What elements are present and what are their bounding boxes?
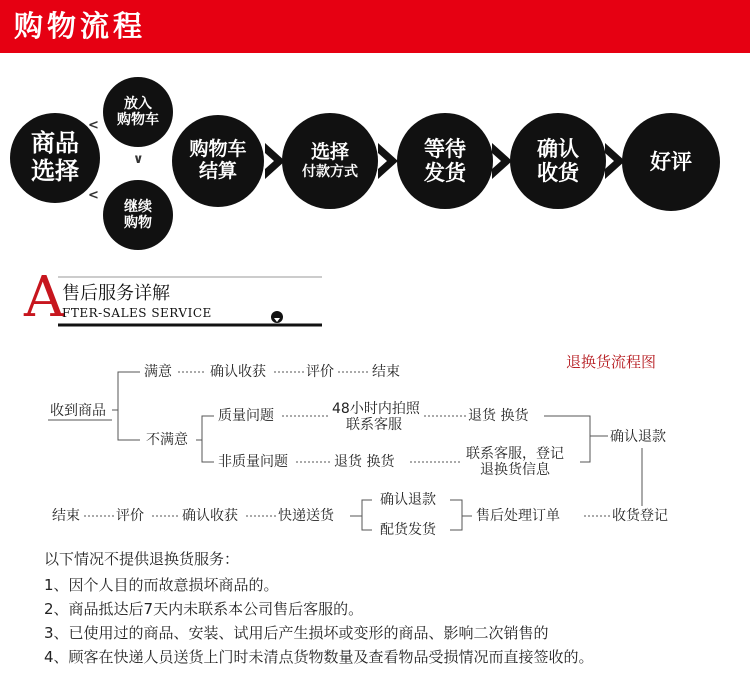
step-checkout-line2: 结算 xyxy=(198,160,237,182)
step-add-line2: 购物车 xyxy=(117,112,159,128)
node-contact-48h-line2: 联系客服 xyxy=(346,417,402,433)
policy-intro: 以下情况不提供退换货服务： xyxy=(44,550,240,568)
step-wait-line1: 等待 xyxy=(424,136,466,161)
step-confirm-line2: 收货 xyxy=(537,161,579,185)
step-review-line1: 好评 xyxy=(650,149,692,174)
node-received: 收到商品 xyxy=(50,403,106,419)
return-flow-title: 退换货流程图 xyxy=(566,353,657,371)
node-end-1: 结束 xyxy=(372,364,400,380)
step-continue-line1: 继续 xyxy=(124,198,152,215)
step-payment-line2: 付款方式 xyxy=(302,163,358,180)
node-satisfied: 满意 xyxy=(144,364,172,380)
node-end-2: 结束 xyxy=(52,508,80,524)
node-confirm-receipt-1: 确认收获 xyxy=(210,364,266,380)
node-return-exchange-1: 退货 换货 xyxy=(468,408,529,424)
page-title: 购物流程 xyxy=(14,9,147,43)
step-checkout-line1: 购物车 xyxy=(189,138,247,161)
step-select-line2: 选择 xyxy=(31,157,79,185)
node-contact-register-line1: 联系客服，登记 xyxy=(466,446,564,462)
node-contact-register-line2: 退换货信息 xyxy=(480,462,550,478)
branch-mark-middle: ∨ xyxy=(133,152,144,167)
node-confirm-refund: 确认退款 xyxy=(610,429,666,445)
node-non-quality-issue: 非质量问题 xyxy=(218,454,288,470)
step-payment-line1: 选择 xyxy=(310,141,349,164)
policy-item-4: 4、顾客在快递人员送货上门时未清点货物数量及查看物品受损情况而直接签收的。 xyxy=(44,648,594,666)
after-sales-title-cn: 售后服务详解 xyxy=(62,283,170,304)
after-sales-letter-a: A xyxy=(24,265,65,330)
node-ship-goods: 配货发货 xyxy=(380,522,436,538)
step-select-line1: 商品 xyxy=(31,129,79,158)
after-sales-title-en: FTER-SALES SERVICE xyxy=(62,306,212,320)
node-return-exchange-2: 退货 换货 xyxy=(334,454,395,470)
node-contact-48h-line1: 48小时内拍照 xyxy=(332,401,420,417)
scroll-down-icon xyxy=(271,311,283,323)
node-express: 快递送货 xyxy=(278,508,334,524)
branch-mark-top: < xyxy=(88,118,99,133)
step-wait-line2: 发货 xyxy=(424,161,466,185)
node-review-2: 评价 xyxy=(116,508,144,524)
policy-item-3: 3、已使用过的商品、安装、试用后产生损坏或变形的商品、影响二次销售的 xyxy=(44,624,549,642)
branch-mark-bottom: < xyxy=(88,188,99,203)
node-review-1: 评价 xyxy=(306,364,334,380)
node-received-register: 收货登记 xyxy=(612,508,668,524)
node-process-order: 售后处理订单 xyxy=(476,508,560,524)
step-confirm-line1: 确认 xyxy=(537,136,579,161)
policy-item-1: 1、因个人目的而故意损坏商品的。 xyxy=(44,576,279,594)
policy-item-2: 2、商品抵达后7天内未联系本公司售后客服的。 xyxy=(44,600,364,618)
step-continue-line2: 购物 xyxy=(124,215,152,231)
step-add-line1: 放入 xyxy=(124,95,152,112)
node-confirm-receipt-2: 确认收获 xyxy=(182,508,238,524)
node-confirm-refund-2: 确认退款 xyxy=(380,492,436,508)
node-unsatisfied: 不满意 xyxy=(146,432,188,448)
node-quality-issue: 质量问题 xyxy=(218,408,274,424)
